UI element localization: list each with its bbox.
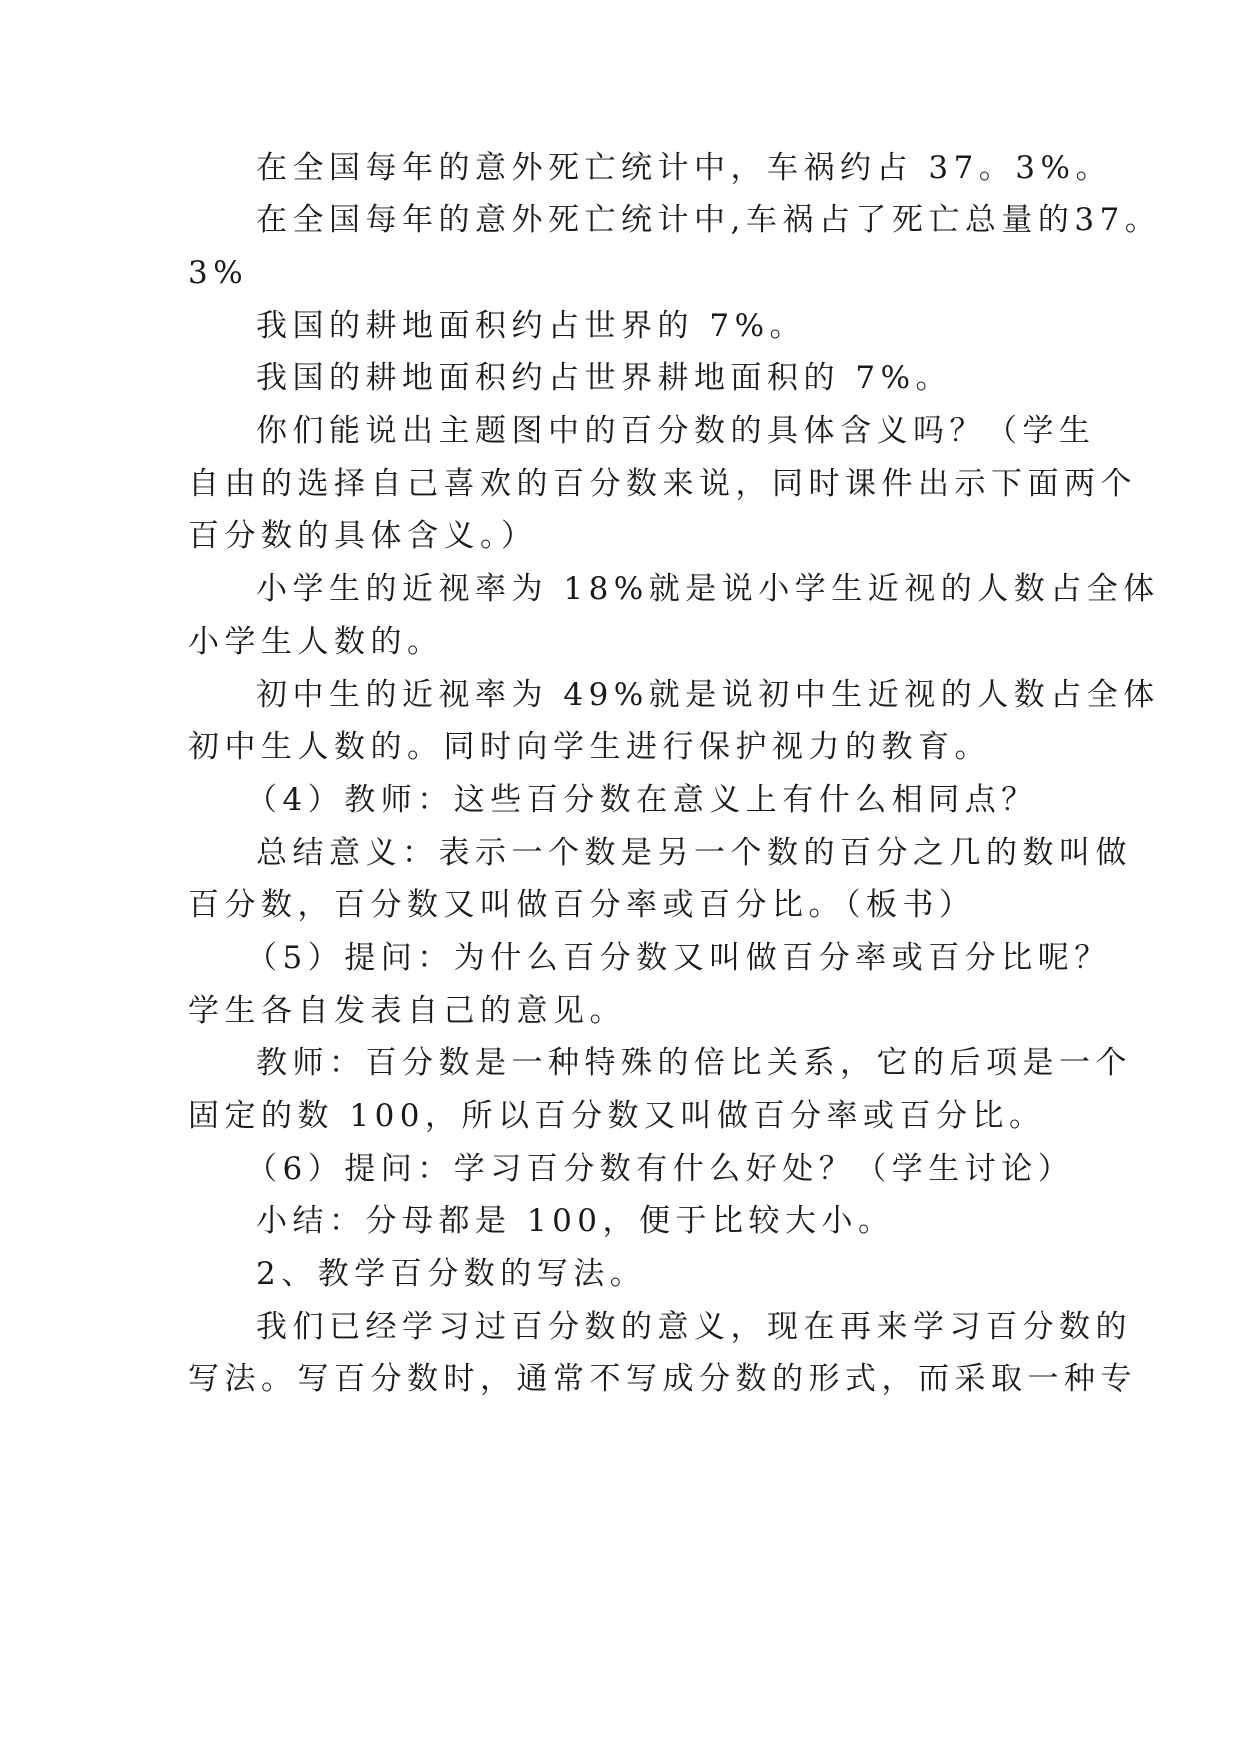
paragraph-line: 小学生的近视率为 18%就是说小学生近视的人数占全体 <box>256 571 1160 607</box>
paragraph-line: （4）教师：这些百分数在意义上有什么相同点？ <box>246 782 1038 818</box>
paragraph-line: 小结：分母都是 100，便于比较大小。 <box>256 1203 895 1239</box>
paragraph-line: 在全国每年的意外死亡统计中,车祸占了死亡总量的37。 <box>256 202 1162 238</box>
paragraph-line: （6）提问：学习百分数有什么好处？（学生讨论） <box>246 1151 1075 1187</box>
paragraph-line: 自由的选择自己喜欢的百分数来说，同时课件出示下面两个 <box>188 466 1137 502</box>
paragraph-line: 在全国每年的意外死亡统计中，车祸约占 37。3%。 <box>256 150 1112 186</box>
paragraph-line: 小学生人数的。 <box>188 624 444 660</box>
paragraph-line: （5）提问：为什么百分数又叫做百分率或百分比呢？ <box>246 940 1111 976</box>
paragraph-line: 写法。写百分数时，通常不写成分数的形式，而采取一种专 <box>188 1361 1137 1397</box>
paragraph-line: 总结意义：表示一个数是另一个数的百分之几的数叫做 <box>256 835 1132 871</box>
paragraph-line: 我国的耕地面积约占世界耕地面积的 7%。 <box>256 360 953 396</box>
paragraph-line: 你们能说出主题图中的百分数的具体含义吗？（学生 <box>256 413 1096 449</box>
paragraph-line: 百分数，百分数又叫做百分率或百分比。（板书） <box>188 887 976 923</box>
paragraph-line: 百分数的具体含义。） <box>188 518 538 554</box>
paragraph-line: 学生各自发表自己的意见。 <box>188 993 626 1029</box>
paragraph-line: 固定的数 100，所以百分数又叫做百分率或百分比。 <box>188 1098 1046 1134</box>
paragraph-line: 2、教学百分数的写法。 <box>256 1256 647 1292</box>
paragraph-line: 3% <box>188 255 249 291</box>
paragraph-line: 我国的耕地面积约占世界的 7%。 <box>256 308 807 344</box>
paragraph-line: 我们已经学习过百分数的意义，现在再来学习百分数的 <box>256 1309 1132 1345</box>
paragraph-line: 初中生人数的。同时向学生进行保护视力的教育。 <box>188 729 991 765</box>
paragraph-line: 初中生的近视率为 49%就是说初中生近视的人数占全体 <box>256 677 1160 713</box>
paragraph-line: 教师：百分数是一种特殊的倍比关系，它的后项是一个 <box>256 1045 1132 1081</box>
